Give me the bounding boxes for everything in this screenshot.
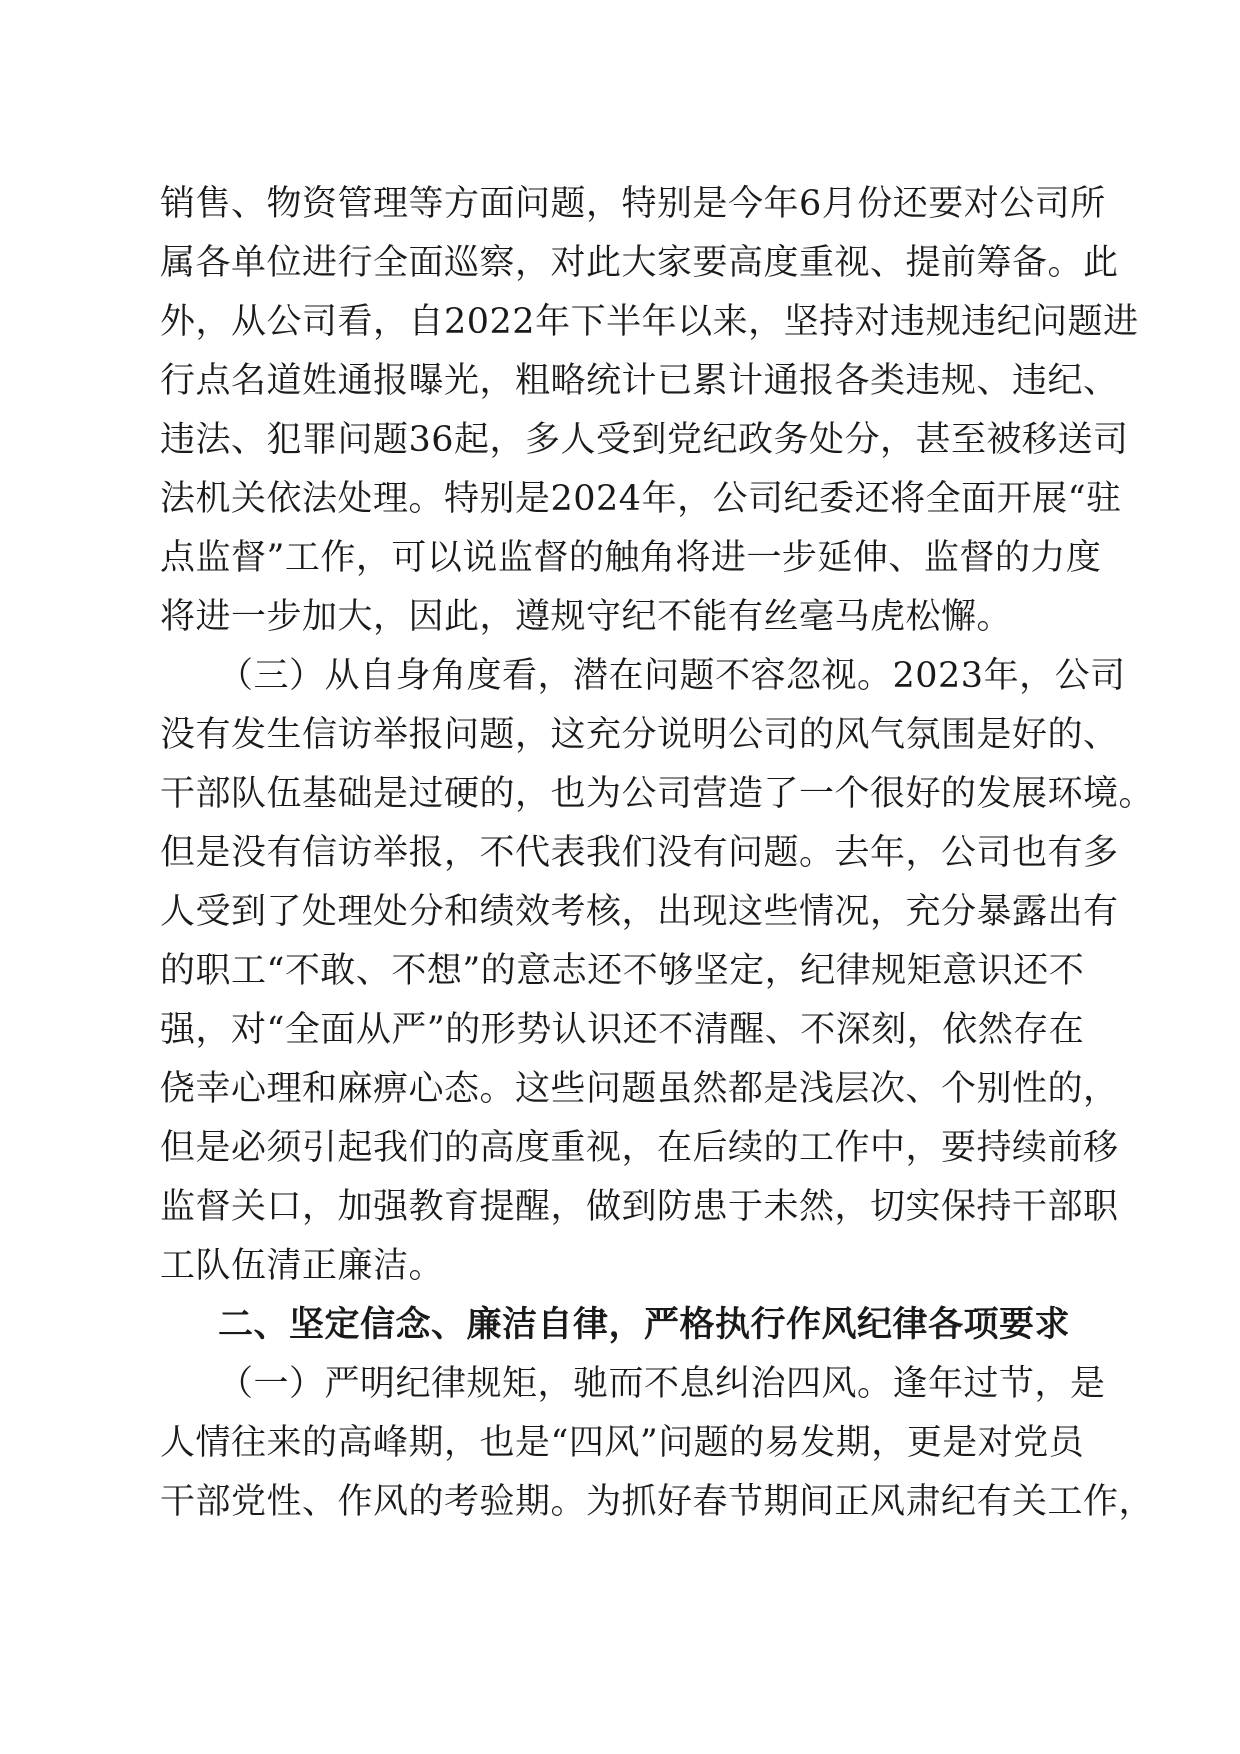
section-heading: 二、坚定信念、廉洁自律，严格执行作风纪律各项要求 (218, 1305, 1071, 1345)
paragraph-line: 点监督”工作，可以说监督的触角将进一步延伸、监督的力度 (160, 538, 1102, 578)
body-text (160, 175, 1155, 1532)
paragraph-line: （一）严明纪律规矩，驰而不息纠治四风。逢年过节，是 (218, 1364, 1106, 1404)
paragraph-line: 属各单位进行全面巡察，对此大家要高度重视、提前筹备。此 (160, 243, 1119, 283)
paragraph-line: 但是没有信访举报，不代表我们没有问题。去年，公司也有多 (160, 833, 1119, 873)
paragraph-line: 销售、物资管理等方面问题，特别是今年6月份还要对公司所 (160, 184, 1106, 224)
paragraph-line: 违法、犯罪问题36起，多人受到党纪政务处分，甚至被移送司 (160, 420, 1129, 460)
paragraph-line: 监督关口，加强教育提醒，做到防患于未然，切实保持干部职 (160, 1187, 1119, 1227)
paragraph-line: 但是必须引起我们的高度重视，在后续的工作中，要持续前移 (160, 1128, 1119, 1168)
paragraph-line: 干部党性、作风的考验期。为抓好春节期间正风肃纪有关工作， (160, 1482, 1155, 1522)
paragraph-line: 人情往来的高峰期，也是“四风”问题的易发期，更是对党员 (160, 1423, 1085, 1463)
paragraph-line: 行点名道姓通报曝光，粗略统计已累计通报各类违规、违纪、 (160, 361, 1119, 401)
paragraph-line: 侥幸心理和麻痹心态。这些问题虽然都是浅层次、个别性的， (160, 1069, 1119, 1109)
paragraph-line: 将进一步加大，因此，遵规守纪不能有丝毫马虎松懈。 (160, 597, 1013, 637)
paragraph-line: 法机关依法处理。特别是2024年，公司纪委还将全面开展“驻 (160, 479, 1122, 519)
paragraph-line: 没有发生信访举报问题，这充分说明公司的风气氛围是好的、 (160, 715, 1119, 755)
paragraph-line: 的职工“不敢、不想”的意志还不够坚定，纪律规矩意识还不 (160, 951, 1085, 991)
paragraph-line: 人受到了处理处分和绩效考核，出现这些情况，充分暴露出有 (160, 892, 1119, 932)
paragraph-line: 工队伍清正廉洁。 (160, 1246, 445, 1286)
paragraph-line: （三）从自身角度看，潜在问题不容忽视。2023年，公司 (218, 656, 1126, 696)
paragraph-line: 干部队伍基础是过硬的，也为公司营造了一个很好的发展环境。 (160, 774, 1155, 814)
paragraph-line: 外，从公司看，自2022年下半年以来，坚持对违规违纪问题进 (160, 302, 1139, 342)
paragraph-line: 强，对“全面从严”的形势认识还不清醒、不深刻，依然存在 (160, 1010, 1085, 1050)
